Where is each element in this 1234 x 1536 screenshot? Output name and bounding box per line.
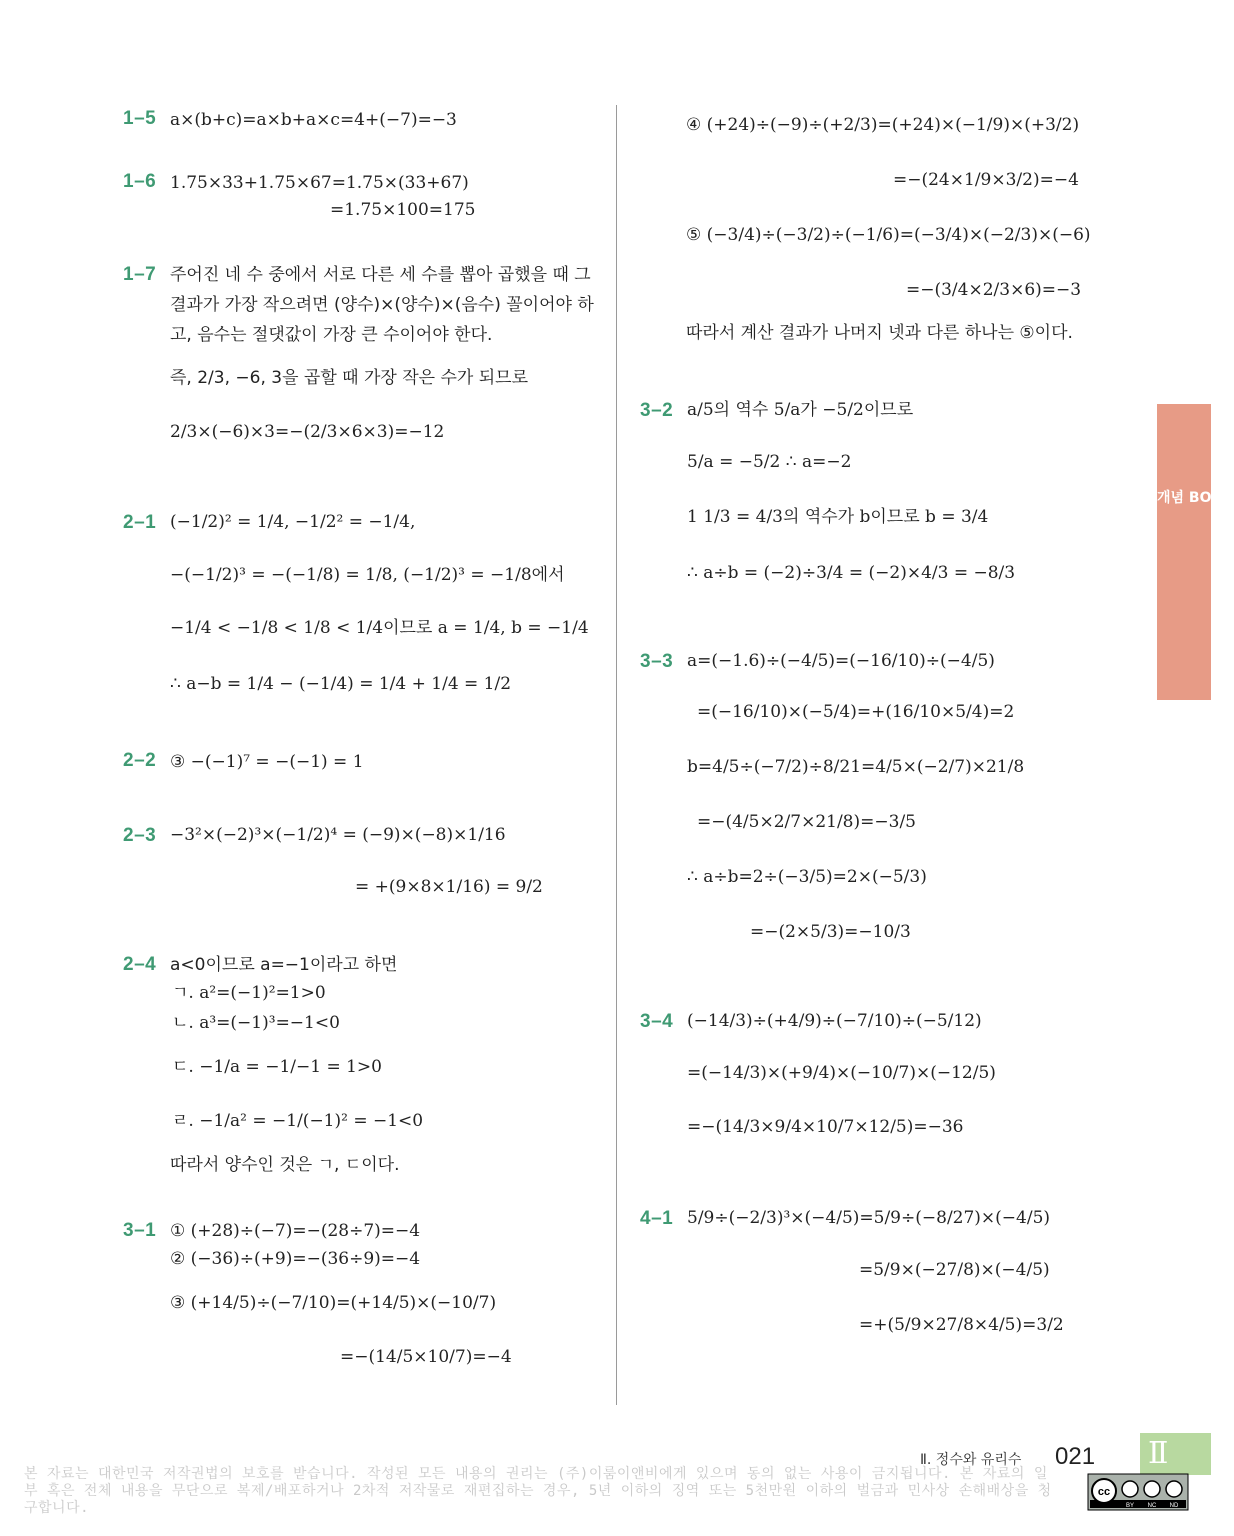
math-line: =−(2×5/3)=−10/3 (750, 922, 911, 942)
math-line: ㄱ. a²=(−1)²=1>0 (172, 983, 326, 1003)
math-line: −(−1/2)³ = −(−1/8) = 1/8, (−1/2)³ = −1/8에서 (170, 565, 565, 585)
side-tab (1157, 404, 1234, 700)
math-line: =1.75×100=175 (330, 200, 476, 220)
math-line: =−(4/5×2/7×21/8)=−3/5 (697, 812, 916, 832)
exercise-number: 3–4 (640, 1011, 674, 1032)
math-line: −3²×(−2)³×(−1/2)⁴ = (−9)×(−8)×1/16 (170, 825, 506, 845)
math-line: 2/3×(−6)×3=−(2/3×6×3)=−12 (170, 422, 445, 442)
exercise-number: 4–1 (640, 1208, 674, 1229)
exercise-number: 3–2 (640, 400, 674, 421)
math-line: (−1/2)² = 1/4, −1/2² = −1/4, (170, 512, 416, 532)
math-line: =+(5/9×27/8×4/5)=3/2 (859, 1315, 1064, 1335)
text-line: 고, 음수는 절댓값이 가장 큰 수이어야 한다. (170, 325, 493, 345)
math-line: ㄷ. −1/a = −1/−1 = 1>0 (172, 1057, 382, 1077)
math-line: ① (+28)÷(−7)=−(28÷7)=−4 (170, 1221, 421, 1241)
text-line: 주어진 네 수 중에서 서로 다른 세 수를 뽑아 곱했을 때 그 (170, 265, 591, 285)
text-line: 따라서 계산 결과가 나머지 넷과 다른 하나는 ⑤이다. (686, 323, 1073, 343)
math-line: 1.75×33+1.75×67=1.75×(33+67) (170, 173, 469, 193)
math-line: =−(14/5×10/7)=−4 (340, 1347, 512, 1367)
math-line: ④ (+24)÷(−9)÷(+2/3)=(+24)×(−1/9)×(+3/2) (686, 115, 1080, 135)
text-line: 즉, 2/3, −6, 3을 곱할 때 가장 작은 수가 되므로 (170, 368, 528, 388)
by-icon (1122, 1481, 1138, 1497)
math-line: ③ (+14/5)÷(−7/10)=(+14/5)×(−10/7) (170, 1293, 497, 1313)
math-line: ∴ a−b = 1/4 − (−1/4) = 1/4 + 1/4 = 1/2 (170, 674, 512, 694)
math-line: ② (−36)÷(+9)=−(36÷9)=−4 (170, 1249, 421, 1269)
exercise-number: 1–7 (123, 264, 157, 285)
nd-icon (1166, 1481, 1182, 1497)
math-line: (−14/3)÷(+4/9)÷(−7/10)÷(−5/12) (687, 1011, 982, 1031)
footer-section-title: Ⅱ. 정수와 유리수 (920, 1452, 1022, 1468)
page-number: 021 (1055, 1443, 1096, 1470)
nc-icon (1144, 1481, 1160, 1497)
math-line: =(−16/10)×(−5/4)=+(16/10×5/4)=2 (697, 702, 1015, 722)
math-line: =−(14/3×9/4×10/7×12/5)=−36 (687, 1117, 964, 1137)
math-line: 5/9÷(−2/3)³×(−4/5)=5/9÷(−8/27)×(−4/5) (687, 1208, 1051, 1228)
math-line: ∴ a÷b = (−2)÷3/4 = (−2)×4/3 = −8/3 (687, 563, 1016, 583)
math-line: = +(9×8×1/16) = 9/2 (355, 877, 543, 897)
math-line: =−(24×1/9×3/2)=−4 (893, 170, 1079, 190)
math-line: −1/4 < −1/8 < 1/8 < 1/4이므로 a = 1/4, b = −1/4 (170, 618, 589, 638)
math-line: =(−14/3)×(+9/4)×(−10/7)×(−12/5) (687, 1063, 996, 1083)
math-line: 1 1/3 = 4/3의 역수가 b이므로 b = 3/4 (687, 507, 989, 527)
by-label: BY (1125, 1503, 1135, 1509)
exercise-number: 3–1 (123, 1220, 157, 1241)
exercise-number: 1–5 (123, 108, 157, 129)
math-line: a=(−1.6)÷(−4/5)=(−16/10)÷(−4/5) (687, 651, 995, 671)
exercise-number: 3–3 (640, 651, 674, 672)
math-line: ∴ a÷b=2÷(−3/5)=2×(−5/3) (687, 867, 927, 887)
exercise-number: 2–3 (123, 825, 157, 846)
text-line: 따라서 양수인 것은 ㄱ, ㄷ이다. (170, 1155, 400, 1175)
cc-license-badge (1088, 1474, 1188, 1510)
svg-text:cc: cc (1097, 1486, 1111, 1498)
math-line: ㄹ. −1/a² = −1/(−1)² = −1<0 (172, 1111, 424, 1131)
math-line: =−(3/4×2/3×6)=−3 (906, 280, 1082, 300)
chapter-mark: Ⅱ (1148, 1436, 1169, 1471)
text-line: a<0이므로 a=−1이라고 하면 (170, 955, 398, 975)
text-line: 결과가 가장 작으려면 (양수)×(양수)×(음수) 꼴이어야 하 (170, 295, 594, 315)
math-line: ㄴ. a³=(−1)³=−1<0 (172, 1013, 340, 1033)
math-line: 5/a = −5/2 ∴ a=−2 (687, 452, 852, 472)
math-line: a×(b+c)=a×b+a×c=4+(−7)=−3 (170, 110, 457, 130)
exercise-number: 2–1 (123, 512, 157, 533)
math-line: b=4/5÷(−7/2)÷8/21=4/5×(−2/7)×21/8 (687, 757, 1025, 777)
exercise-number: 1–6 (123, 171, 157, 192)
exercise-number: 2–4 (123, 954, 157, 975)
math-line: ⑤ (−3/4)÷(−3/2)÷(−1/6)=(−3/4)×(−2/3)×(−6) (686, 225, 1091, 245)
exercise-number: 2–2 (123, 750, 157, 771)
math-line: ③ −(−1)⁷ = −(−1) = 1 (170, 752, 364, 772)
math-line: =5/9×(−27/8)×(−4/5) (859, 1260, 1050, 1280)
nc-label: NC (1147, 1503, 1157, 1509)
nd-label: ND (1169, 1503, 1179, 1509)
math-line: a/5의 역수 5/a가 −5/2이므로 (687, 400, 914, 420)
column-divider (616, 105, 617, 1405)
side-tab-label: 개념 BOOK (1157, 490, 1234, 506)
copyright-notice: 본 자료는 대한민국 저작권법의 보호를 받습니다. 작성된 모든 내용의 권리는 (주)이룸이앤비에게 있으며 동의 없는 사용이 금지됩니다. 본 자료의 일부 혹은 전체 내용을 무단으로 복제/배포하거나 2차적 저작물로 재편집하는 경우, 5년 이하의 징역 또는 5천만원 이하의 벌금과 민사상 손해배상을 청구합니다. (24, 1466, 1052, 1516)
